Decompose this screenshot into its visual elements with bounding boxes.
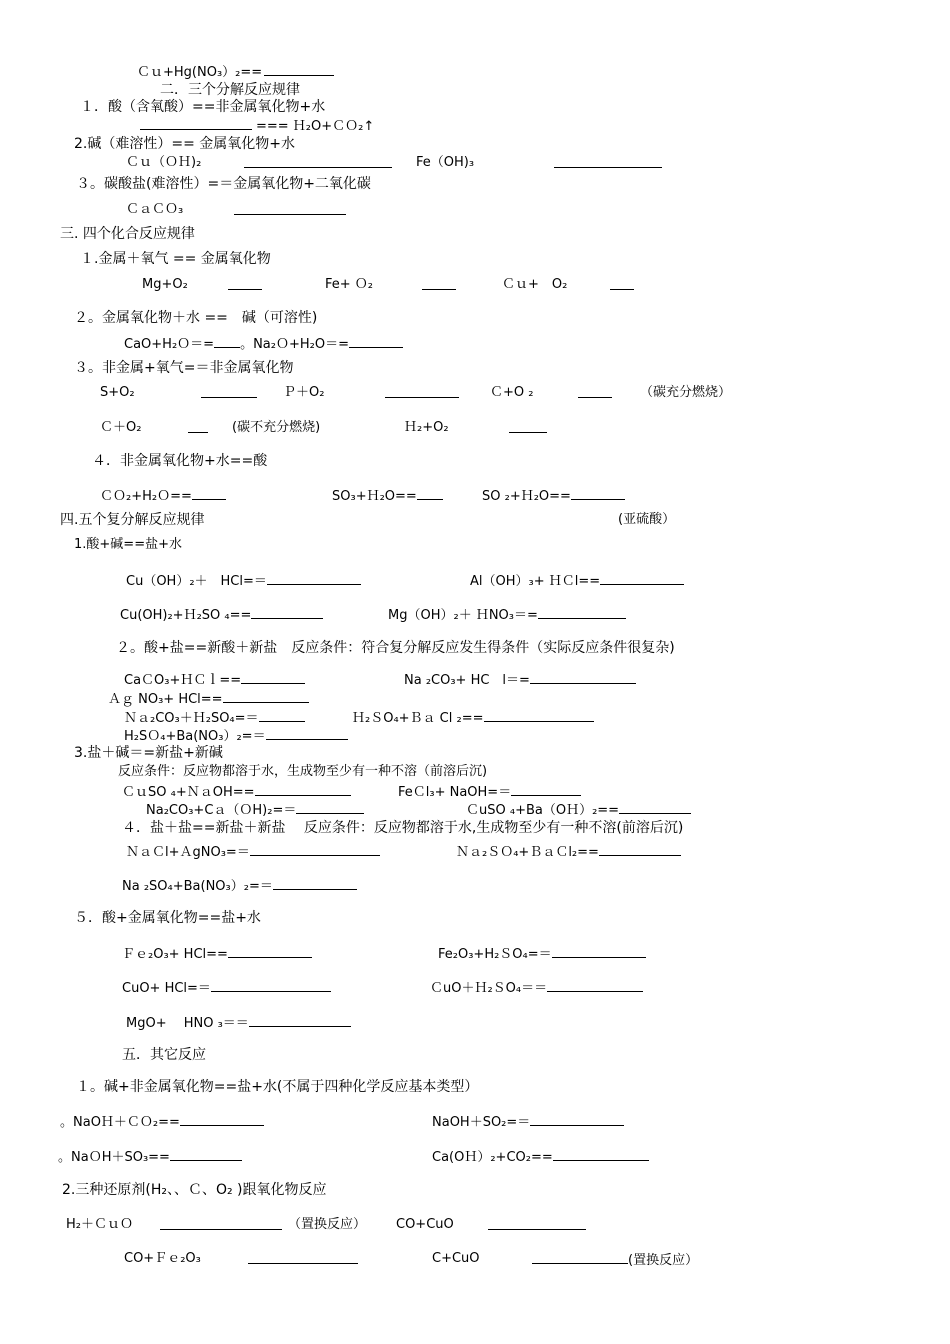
equation-text: CaＣO₃+ＨＣｌ== [124,671,305,689]
equation-text: S+O₂ [100,385,135,400]
answer-blank[interactable] [201,385,257,403]
equation-text: ＣＯ₂+H₂Ｏ== [100,487,226,505]
equation-text: 。NaＯH＋SO₃== [58,1148,242,1166]
note-text: （碳充分燃烧） [640,385,732,400]
section-heading: 二．三个分解反应规律 [160,82,300,98]
equation-text: Ca(OＨ）₂+CO₂== [432,1148,649,1166]
answer-blank[interactable] [228,277,262,295]
answer-blank[interactable] [554,155,662,173]
rule-heading: ２。金属氧化物＋水 == 碱（可溶性) [74,310,318,326]
equation-text: Ｆｅ₂O₃+ HCl== [122,945,312,963]
equation-text: Fe+ Ｏ₂ [325,277,374,292]
equation-text: (置换反应） [532,1251,698,1269]
equation-text: CO+CuO [396,1217,454,1232]
answer-blank[interactable] [578,385,612,403]
equation-text: Ｃ+O ₂ [490,385,534,400]
rule-heading: 1.酸+碱==盐+水 [74,537,182,552]
rule-heading: ４．盐＋盐==新盐＋新盐 反应条件：反应物都溶于水,生成物至少有一种不溶(前溶后沉) [122,820,684,836]
equation-text: Cu（OH）₂＋ HCl=＝ [126,572,361,590]
answer-blank[interactable] [610,277,634,295]
equation-text: CaO+H₂Ｏ＝= 。Na₂Ｏ+H₂O＝= [124,335,403,353]
equation-text: ＣｕSO ₄+ＮａOH== [122,783,351,801]
section-heading: 四.五个复分解反应规律 [60,512,205,528]
rule-heading: 2.碱（难溶性）== 金属氧化物+水 [74,136,295,152]
equation-text: FeＣl₃+ NaOH=＝ [398,783,581,801]
section-heading: 三. 四个化合反应规律 [60,226,195,242]
equation-text: Ｐ＋O₂ [283,385,325,400]
answer-blank[interactable] [385,385,459,403]
rule-heading: １。碱+非金属氧化物==盐+水(不属于四种化学反应基本类型） [76,1079,479,1095]
equation-text: Ａｇ NO₃+ HCl== [108,690,309,708]
equation-text: Fe₂O₃+H₂ＳO₄=＝ [438,945,646,963]
rule-heading: ３。碳酸盐(难溶性）=＝金属氧化物+二氧化碳 [76,176,371,192]
equation-text: ＣuO＋Ｈ₂ＳO₄＝＝ [430,979,643,997]
equation-text: 。NaOＨ＋ＣＯ₂== [60,1113,264,1131]
equation-text: Na₂CO₃+Cａ（ＯH)₂=＝ [146,801,364,819]
equation-text: Na ₂SO₄+Ba(NO₃）₂=＝ [122,877,357,895]
rule-heading: ２。酸+盐==新酸＋新盐 反应条件：符合复分解反应发生得条件（实际反应条件很复杂) [116,640,675,656]
equation-text: MgO+ HNO ₃＝＝ [126,1014,351,1032]
equation-text: Mg+O₂ [142,277,188,292]
equation-text: Ｈ₂ＳO₄+Ｂａ Cl ₂== [352,709,594,727]
answer-blank[interactable] [244,155,392,173]
rule-heading: ５．酸+金属氧化物==盐+水 [74,910,261,926]
section-heading: 五．其它反应 [122,1047,206,1063]
answer-blank[interactable] [248,1251,358,1269]
rule-heading: 3.盐＋碱＝=新盐+新碱 [74,745,223,761]
answer-blank[interactable] [509,420,547,438]
equation-text: NaOH＋SO₂=＝ [432,1113,624,1131]
equation-text: === Ｈ₂O+ＣＯ₂↑ [140,117,374,135]
equation-text: C+CuO [432,1251,480,1266]
rule-heading: ４．非金属氧化物+水==酸 [92,453,268,469]
equation-text: CO+Ｆｅ₂O₃ [124,1251,201,1266]
equation-text: Ｎａ₂ＳＯ₄+ＢａＣl₂== [456,843,681,861]
equation-text: H₂SＯ₄+Ba(NO₃）₂=＝ [124,727,348,745]
rule-heading: １.金属＋氧气 == 金属氧化物 [80,251,271,267]
rule-heading: 2.三种还原剂(H₂、、Ｃ、O₂ )跟氧化物反应 [62,1182,327,1198]
note-text: (亚硫酸） [618,512,676,527]
answer-blank[interactable] [160,1217,282,1235]
answer-blank[interactable] [188,420,208,438]
note-text: (碳不充分燃烧) [232,420,321,435]
equation-text: Cu(OH)₂+Ｈ₂SO ₄== [120,606,323,624]
rule-heading: ３。非金属+氧气=＝非金属氧化物 [74,360,294,376]
answer-blank[interactable] [488,1217,586,1235]
note-text: （置换反应） [288,1217,367,1232]
equation-text: Ｃｕ（ＯＨ)₂ [126,155,202,170]
answer-blank[interactable] [422,277,456,295]
equation-text: Ｈ₂+O₂ [404,420,449,435]
equation-text: Fe（OH)₃ [416,155,475,170]
equation-text: SO₃+Ｈ₂O== [332,487,443,505]
equation-text: ＣａＣＯ₃ [126,202,184,217]
answer-blank[interactable] [234,202,346,220]
equation-text: CuO+ HCl=＝ [122,979,331,997]
equation-text: ＮａＣl+ＡgNO₃=＝ [126,843,380,861]
equation-text: Na ₂CO₃+ HC l＝= [404,671,636,689]
note-text: 反应条件：反应物都溶于水，生成物至少有一种不溶（前溶后沉) [118,764,488,779]
equation-text: Ｃ＋O₂ [100,420,142,435]
equation-text: Ｃｕ+Hg(NO₃）₂== [137,63,334,81]
equation-text: Al（OH）₃+ ＨＣl== [470,572,684,590]
equation-text: Ｃｕ+ O₂ [502,277,568,292]
equation-text: SO ₂+Ｈ₂O== [482,487,625,505]
equation-text: Ｎａ₂CO₃＋Ｈ₂SO₄=＝ [124,709,305,727]
equation-text: H₂＋ＣｕＯ [66,1217,133,1232]
equation-text: ＣuSO ₄+Ba（OＨ）₂== [466,801,691,819]
rule-heading: １．酸（含氧酸）==非金属氧化物+水 [80,99,326,115]
equation-text: Mg（OH）₂＋ ＨNO₃＝= [388,606,626,624]
